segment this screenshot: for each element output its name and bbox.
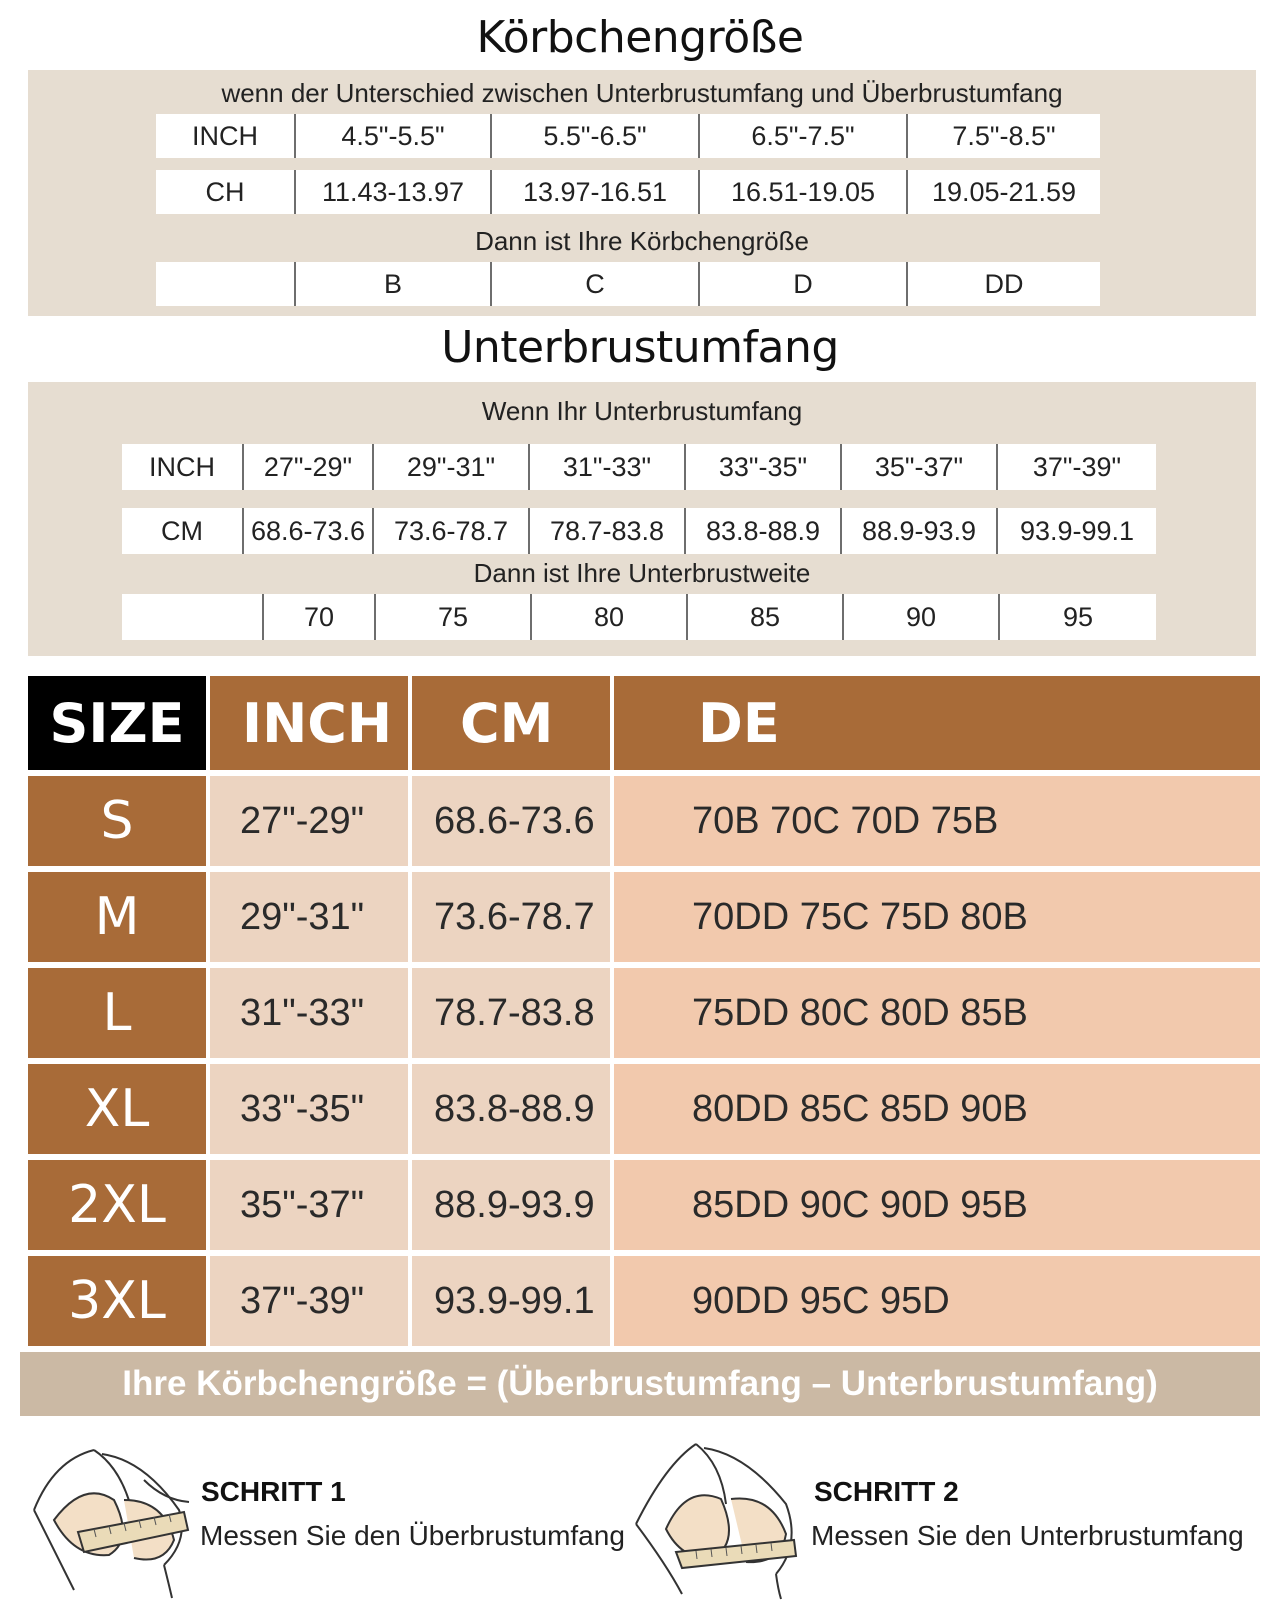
- table-cell: 31"-33": [528, 444, 684, 490]
- step2-title: SCHRITT 2: [814, 1476, 959, 1507]
- cm-cell: 73.6-78.7: [412, 872, 610, 962]
- cup-size-title: Körbchengröße: [476, 12, 804, 63]
- underbust-panel: [28, 382, 1256, 656]
- table-cell: 37"-39": [996, 444, 1156, 490]
- size-table: [28, 676, 1260, 1346]
- table-cell: 93.9-99.1: [996, 508, 1156, 554]
- underbust-result-caption: Dann ist Ihre Unterbrustweite: [473, 558, 811, 588]
- cup-result-caption: Dann ist Ihre Körbchengröße: [475, 226, 809, 256]
- band-result-row: [122, 594, 1156, 640]
- underbust-title: Unterbrustumfang: [441, 322, 839, 373]
- table-cell: 27"-29": [242, 444, 372, 490]
- de-cell: 80DD 85C 85D 90B: [614, 1064, 1260, 1154]
- table-row: [28, 1064, 1260, 1154]
- table-cell: 78.7-83.8: [528, 508, 684, 554]
- de-cell: 75DD 80C 80D 85B: [614, 968, 1260, 1058]
- table-cell: 85: [686, 594, 842, 640]
- cup-inch-row: [156, 114, 1100, 158]
- cup-ch-row: [156, 170, 1100, 214]
- table-row: [28, 968, 1260, 1058]
- step1-text: Messen Sie den Überbrustumfang: [200, 1520, 625, 1551]
- inch-cell: 35"-37": [210, 1160, 408, 1250]
- cm-cell: 78.7-83.8: [412, 968, 610, 1058]
- table-row: [28, 1160, 1260, 1250]
- de-cell: 85DD 90C 90D 95B: [614, 1160, 1260, 1250]
- row-label: INCH: [149, 451, 215, 482]
- underbust-caption: Wenn Ihr Unterbrustumfang: [481, 396, 803, 426]
- table-cell: 83.8-88.9: [684, 508, 840, 554]
- table-cell: 4.5"-5.5": [294, 114, 490, 158]
- table-cell: 70: [262, 594, 374, 640]
- row-label: INCH: [192, 120, 258, 151]
- table-cell: 7.5"-8.5": [906, 114, 1100, 158]
- table-cell: 73.6-78.7: [372, 508, 528, 554]
- cm-cell: 93.9-99.1: [412, 1256, 610, 1346]
- cup-result-row: [156, 262, 1100, 306]
- de-cell: 70DD 75C 75D 80B: [614, 872, 1260, 962]
- table-cell: 16.51-19.05: [698, 170, 906, 214]
- band-cm-row: [122, 508, 1156, 554]
- table-cell: 75: [374, 594, 530, 640]
- row-label: [156, 262, 294, 306]
- step1-title: SCHRITT 1: [201, 1476, 346, 1507]
- row-label: CH: [205, 176, 245, 207]
- size-cell: S: [28, 776, 206, 866]
- size-cell: L: [28, 968, 206, 1058]
- table-cell: 5.5"-6.5": [490, 114, 698, 158]
- table-cell: 11.43-13.97: [294, 170, 490, 214]
- table-cell: 13.97-16.51: [490, 170, 698, 214]
- cm-cell: 83.8-88.9: [412, 1064, 610, 1154]
- cm-cell: 68.6-73.6: [412, 776, 610, 866]
- step2-text: Messen Sie den Unterbrustumfang: [811, 1520, 1244, 1551]
- table-cell: 35"-37": [840, 444, 996, 490]
- inch-cell: 29"-31": [210, 872, 408, 962]
- size-cell: XL: [28, 1064, 206, 1154]
- table-cell: 29"-31": [372, 444, 528, 490]
- size-table-header: [28, 676, 1260, 770]
- header-de: DE: [614, 676, 1260, 770]
- cm-cell: 88.9-93.9: [412, 1160, 610, 1250]
- inch-cell: 37"-39": [210, 1256, 408, 1346]
- size-cell: 2XL: [28, 1160, 206, 1250]
- formula-bar: Ihre Körbchengröße = (Überbrustumfang – Unterbrustumfang): [20, 1352, 1260, 1416]
- row-label: [122, 594, 262, 640]
- header-size: SIZE: [28, 676, 206, 770]
- size-cell: M: [28, 872, 206, 962]
- table-row: [28, 776, 1260, 866]
- table-cell: 68.6-73.6: [242, 508, 372, 554]
- cup-size-panel: [28, 70, 1256, 316]
- table-cell: 80: [530, 594, 686, 640]
- table-cell: 33"-35": [684, 444, 840, 490]
- bust-measure-illustration-icon: [14, 1440, 194, 1605]
- cup-size-caption: wenn der Unterschied zwischen Unterbrustumfang und Überbrustumfang: [221, 78, 1063, 108]
- de-cell: 90DD 95C 95D: [614, 1256, 1260, 1346]
- table-cell: 95: [998, 594, 1156, 640]
- table-cell: DD: [906, 262, 1100, 306]
- table-row: [28, 872, 1260, 962]
- header-inch: INCH: [210, 676, 408, 770]
- table-cell: D: [698, 262, 906, 306]
- inch-cell: 27"-29": [210, 776, 408, 866]
- table-cell: 6.5"-7.5": [698, 114, 906, 158]
- de-cell: 70B 70C 70D 75B: [614, 776, 1260, 866]
- table-cell: 88.9-93.9: [840, 508, 996, 554]
- table-cell: 90: [842, 594, 998, 640]
- table-cell: C: [490, 262, 698, 306]
- header-cm: CM: [412, 676, 610, 770]
- inch-cell: 31"-33": [210, 968, 408, 1058]
- row-label: CM: [161, 515, 203, 546]
- table-row: [28, 1256, 1260, 1346]
- table-cell: 19.05-21.59: [906, 170, 1100, 214]
- inch-cell: 33"-35": [210, 1064, 408, 1154]
- table-cell: B: [294, 262, 490, 306]
- band-inch-row: [122, 444, 1156, 490]
- underbust-measure-illustration-icon: [626, 1434, 806, 1605]
- size-cell: 3XL: [28, 1256, 206, 1346]
